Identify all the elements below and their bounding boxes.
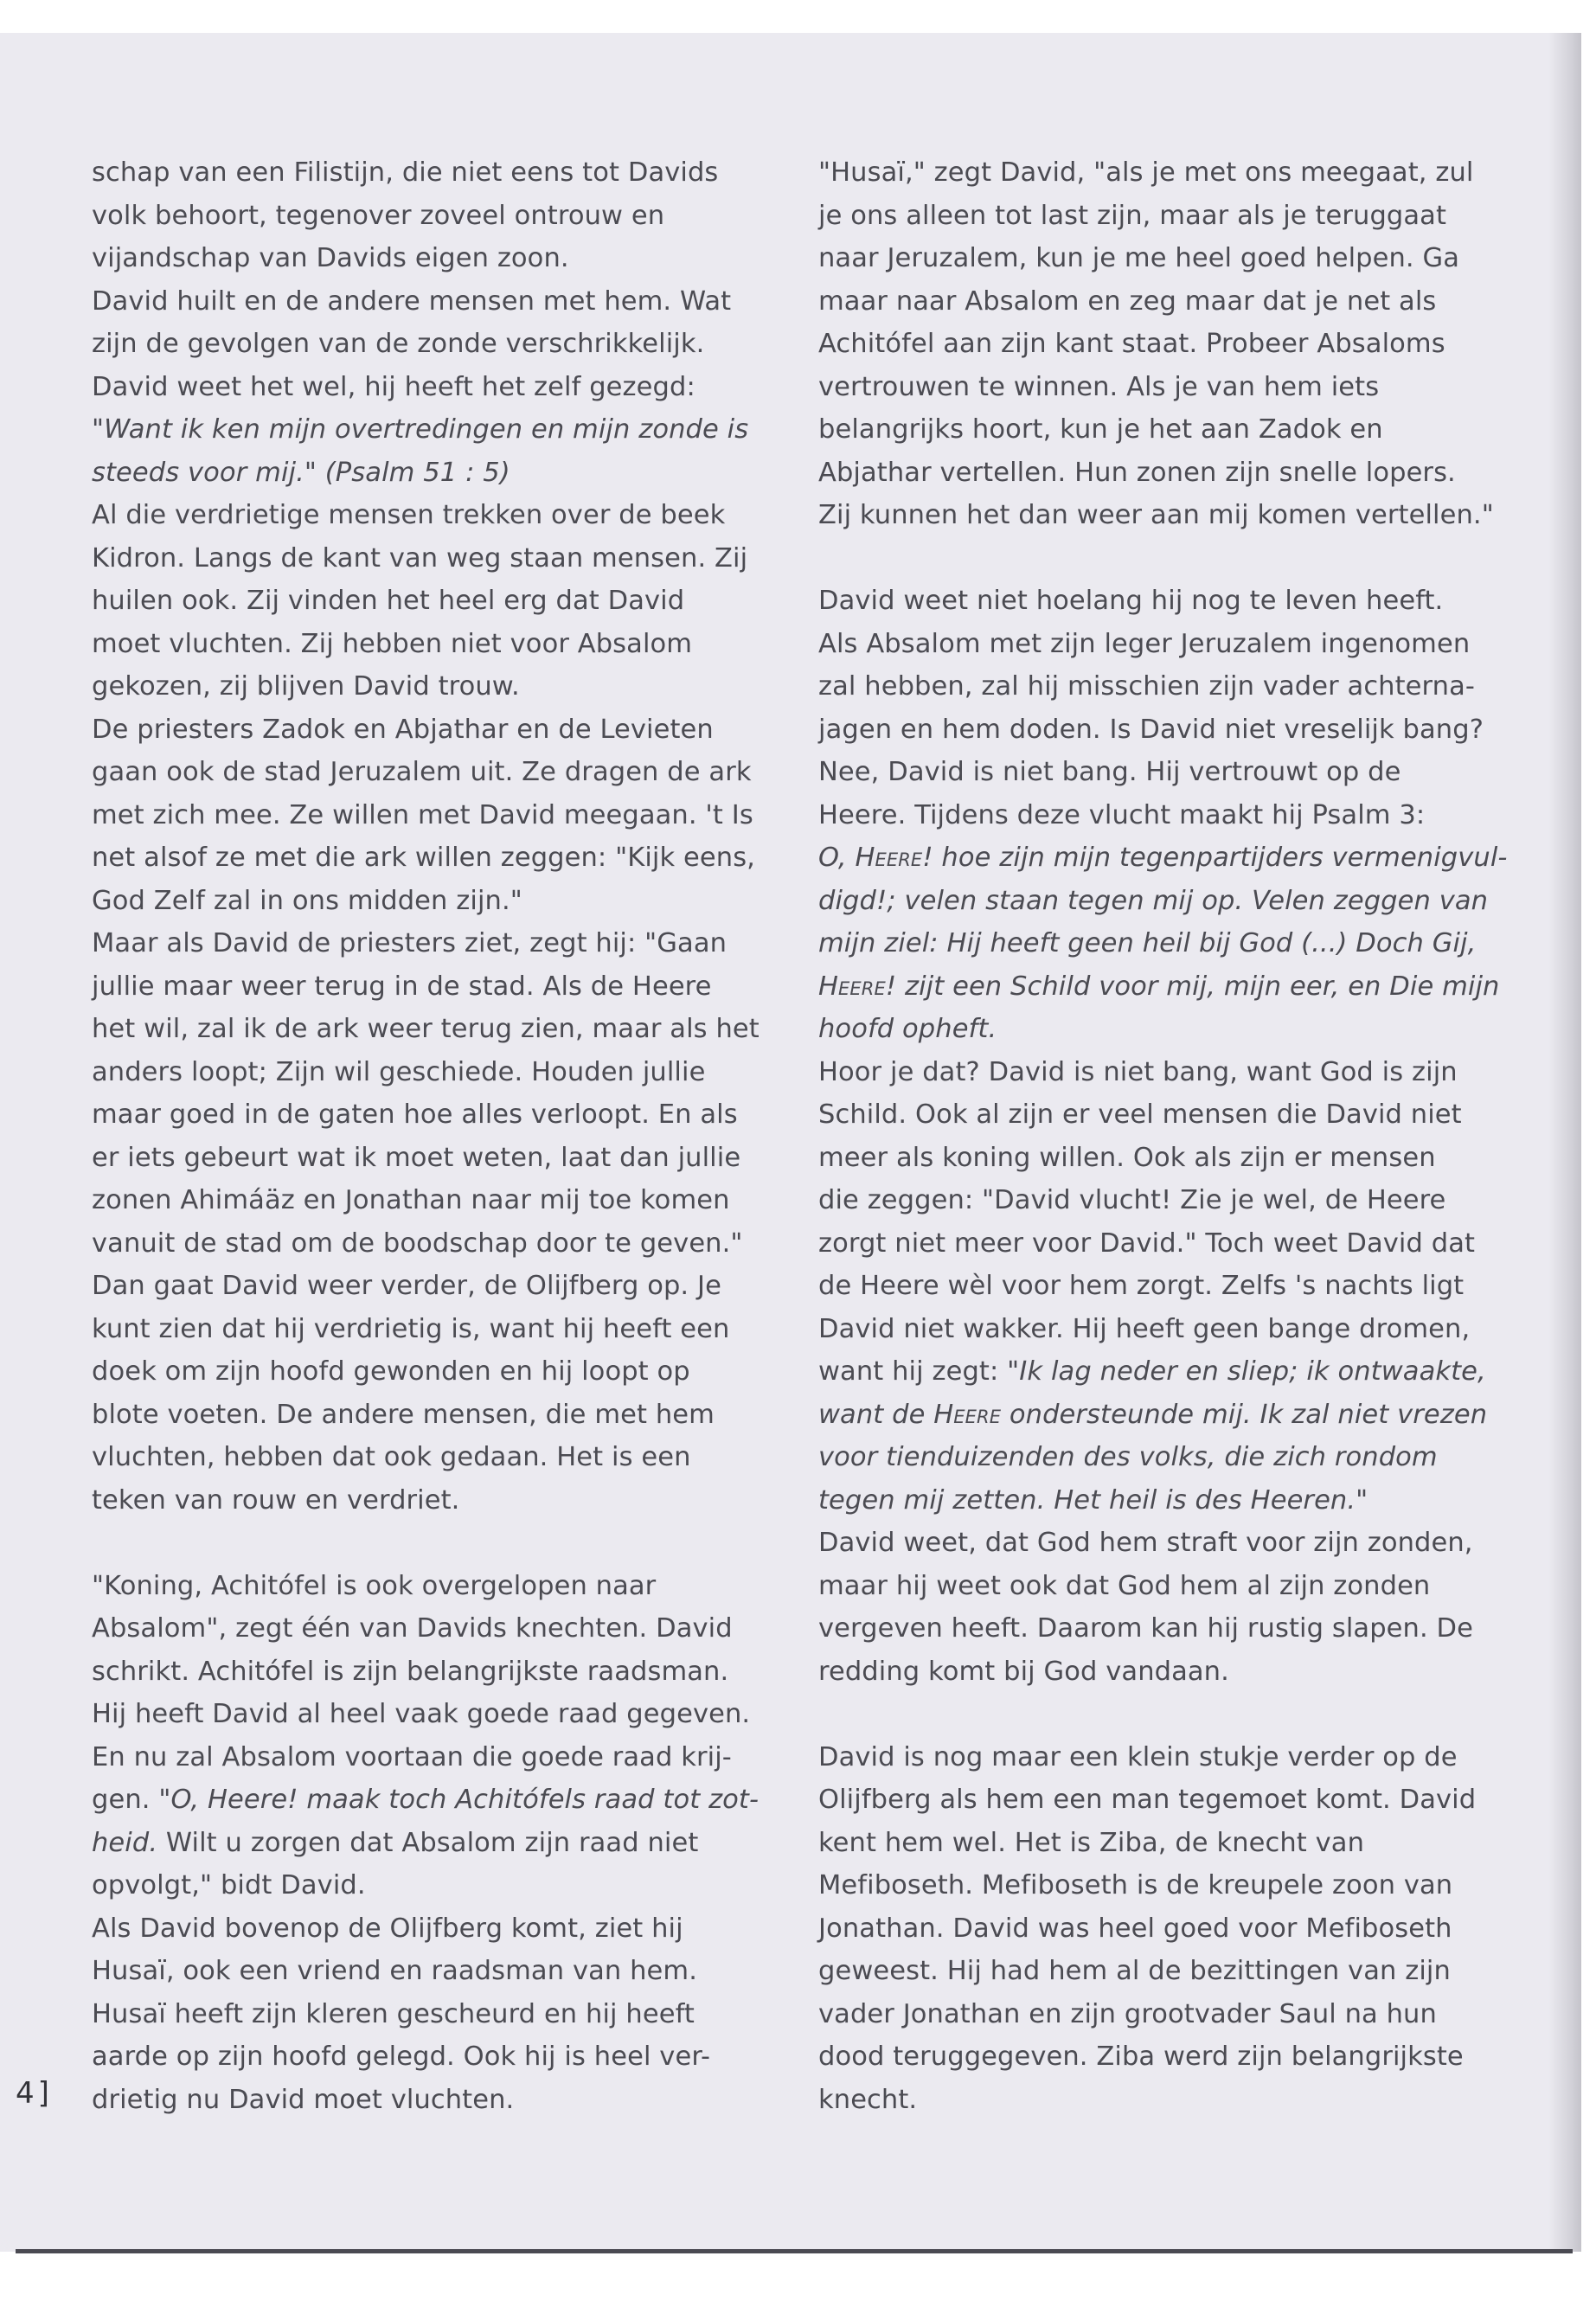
text-run: ondersteunde mij. Ik zal niet vrezen [1001,1399,1488,1430]
text-line [818,1222,1484,1266]
text-line [818,623,1484,666]
text-run: Mefiboseth. Mefiboseth is de kreupele zoon van [818,1870,1453,1900]
text-run: vluchten, hebben dat ook gedaan. Het is een [92,1442,691,1472]
text-run: met zich mee. Ze willen met David meegaan. 't Is [92,799,753,830]
text-line [818,1436,1484,1479]
text-line [818,1864,1484,1907]
text-run: zorgt niet meer voor David." Toch weet David dat [818,1227,1476,1259]
text-line [818,151,1484,195]
text-run: naar Jeruzalem, kun je me heel goed helpen. Ga [818,243,1460,273]
text-line [818,1137,1484,1180]
text-run: David is nog maar een klein stukje verder op de [818,1741,1458,1772]
text-run: net alsof ze met die ark willen zeggen: "Kijk eens, [92,843,755,873]
text-line [92,1222,758,1266]
text-line [818,494,1494,537]
text-run: opvolgt," bidt David. [92,1870,366,1900]
text-line [818,1650,1484,1694]
text-run: knecht. [818,2084,918,2115]
text-line [92,1436,758,1479]
text-run: drietig nu David moet vluchten. [92,2084,515,2115]
text-line [92,1565,758,1608]
text-line [818,708,1484,752]
text-line [92,1137,758,1180]
text-run: David huilt en de andere mensen met hem. Wat [92,285,732,317]
text-run: huilen ook. Zij vinden het heel erg dat David [92,586,685,616]
text-run: teken van rouw en verdriet. [92,1484,460,1516]
text-run: Heere [933,1399,1002,1430]
text-run: Schild. Ook al zijn er veel mensen die David niet [818,1099,1462,1130]
text-line [818,2035,1484,2079]
text-line [92,880,758,923]
text-run: "Want ik ken mijn overtredingen en mijn zonde is [92,414,749,445]
text-run: vanuit de stad om de boodschap door te geven." [92,1227,743,1259]
text-run: ! hoe zijn mijn tegenpartijders vermenigvul- [922,843,1508,873]
text-line [92,408,758,452]
text-run: "Koning, Achitófel is ook overgelopen naar [92,1570,657,1601]
text-run: Heere [855,843,923,873]
text-line [92,1779,758,1822]
text-run: Als David bovenop de Olijfberg komt, ziet hij [92,1913,683,1944]
text-line [92,794,758,837]
text-run: O, [818,843,856,873]
text-run: jagen en hem doden. Is David niet vreselijk bang? [818,714,1484,745]
text-run: Absalom", zegt één van Davids knechten. David [92,1613,733,1644]
text-line [818,280,1484,324]
text-run: tegen mij zetten. Het heil is des Heeren." [818,1484,1368,1516]
text-line [92,1950,758,1993]
text-run: Kidron. Langs de kant van weg staan mensen. Zij [92,542,748,574]
text-line [92,452,758,495]
text-line [818,1008,1484,1051]
text-line [818,195,1484,238]
text-line [818,2079,1484,2122]
text-run: je ons alleen tot last zijn, maar als je teruggaat [818,200,1447,231]
text-run: schrikt. Achitófel is zijn belangrijkste raadsman. [92,1656,729,1687]
text-run: kent hem wel. Het is Ziba, de knecht van [818,1827,1365,1858]
text-run: Husaï, ook een vriend en raadsman van hem. [92,1956,698,1986]
text-run: Al die verdrietige mensen trekken over de beek [92,500,726,530]
text-line [818,452,1484,495]
text-line [92,1051,758,1094]
text-line [92,1093,758,1137]
text-line [92,494,758,537]
text-line [92,323,758,366]
text-line [818,237,1484,280]
text-line [92,2035,758,2079]
text-run: gen. " [92,1785,171,1815]
text-run: heid. [92,1827,158,1858]
text-run: maar goed in de gaten hoe alles verloopt. En als [92,1099,738,1130]
text-line [818,580,1484,623]
text-line [818,794,1484,837]
text-line [818,1051,1484,1094]
text-run: Achitófel aan zijn kant staat. Probeer Absaloms [818,329,1445,359]
text-run: geweest. Hij had hem al de bezittingen van zijn [818,1956,1451,1986]
text-run: Hij heeft David al heel vaak goede raad gegeven. [92,1699,751,1729]
text-run: Abjathar vertellen. Hun zonen zijn snelle lopers. [818,457,1456,488]
text-run: het wil, zal ik de ark weer terug zien, maar als het [92,1014,760,1044]
text-run: want de [818,1399,934,1430]
text-line [818,922,1484,965]
text-line [92,366,758,409]
paragraph-break [818,1693,1484,1736]
text-run: dood teruggegeven. Ziba werd zijn belangrijkste [818,2041,1464,2072]
text-line [818,1565,1484,1608]
text-run: Wilt u zorgen dat Absalom zijn raad niet [157,1827,699,1858]
text-run: voor tienduizenden des volks, die zich rondom [818,1442,1438,1472]
text-run: maar naar Absalom en zeg maar dat je net als [818,285,1437,317]
text-line [92,280,758,324]
text-run: En nu zal Absalom voortaan die goede raad krij- [92,1741,732,1772]
text-line [818,1308,1484,1351]
text-run: vergeven heeft. Daarom kan hij rustig slapen. De [818,1613,1474,1644]
text-run: steeds voor mij." (Psalm 51 : 5) [92,457,510,488]
text-line [92,1179,758,1222]
text-run: "Husaï," zegt David, "als je met ons meegaat, zul [818,157,1474,188]
text-line [92,1822,758,1865]
text-line [92,665,758,708]
text-line [92,237,758,280]
text-run: gaan ook de stad Jeruzalem uit. Ze dragen de ark [92,757,752,787]
text-run: O, Heere! maak toch Achitófels raad tot zot- [170,1785,760,1815]
text-line [818,665,1484,708]
text-line [92,708,758,752]
text-line [92,836,758,880]
text-line [818,1479,1484,1522]
paragraph-break [818,537,1484,580]
text-run: zijn de gevolgen van de zonde verschrikkelijk. [92,329,705,359]
text-line [92,751,758,794]
text-line [818,1179,1484,1222]
text-line [818,1736,1484,1779]
text-run: hoofd opheft. [818,1014,997,1044]
page-gutter-shadow [1548,33,1581,2252]
text-run: doek om zijn hoofd gewonden en hij loopt op [92,1356,690,1387]
text-line [92,1864,758,1907]
text-line [818,1350,1484,1394]
text-line [818,836,1508,880]
text-line [92,1907,758,1951]
text-line [818,408,1484,452]
text-run: zonen Ahimáäz en Jonathan naar mij toe komen [92,1185,730,1215]
text-line [818,965,1500,1009]
text-line [92,1265,758,1308]
paragraph-break [92,1522,758,1565]
text-line [92,1650,758,1694]
text-line [818,880,1489,923]
text-line [818,1394,1488,1437]
text-run: mijn ziel: Hij heeft geen heil bij God (...) Doch Gij, [818,928,1477,958]
text-run: meer als koning willen. Ook als zijn er mensen [818,1142,1436,1173]
text-run: vader Jonathan en zijn grootvader Saul na hun [818,1998,1437,2029]
text-line [818,1822,1484,1865]
text-run: Hoor je dat? David is niet bang, want God is zijn [818,1056,1458,1087]
text-line [92,151,758,195]
page-number: 4] [16,2076,53,2111]
text-run: David weet niet hoelang hij nog te leven heeft. [818,586,1444,616]
text-run: God Zelf zal in ons midden zijn." [92,885,522,916]
text-line [92,1479,758,1522]
text-line [92,195,758,238]
text-line [92,623,758,666]
text-line [92,537,758,580]
text-run: Als Absalom met zijn leger Jeruzalem ingenomen [818,628,1471,659]
text-run: blote voeten. De andere mensen, die met hem [92,1399,715,1430]
text-line [818,751,1484,794]
text-run: gekozen, zij blijven David trouw. [92,671,520,702]
text-run: David weet, dat God hem straft voor zijn zonden, [818,1528,1473,1558]
text-run: Nee, David is niet bang. Hij vertrouwt op de [818,757,1401,787]
text-run: ! zijt een Schild voor mij, mijn eer, en Die mijn [885,971,1500,1002]
text-run: vijandschap van Davids eigen zoon. [92,243,569,273]
text-line [818,1779,1484,1822]
text-line [92,1008,758,1051]
text-line [92,1736,758,1779]
text-run: redding komt bij God vandaan. [818,1656,1229,1687]
bottom-rule [16,2249,1573,2253]
text-line [92,1693,758,1736]
text-run: Heere [818,971,886,1002]
text-line [818,366,1484,409]
text-line [818,323,1484,366]
text-run: want hij zegt: [818,1356,1008,1387]
text-run: David weet het wel, hij heeft het zelf gezegd: [92,371,695,402]
text-run: maar hij weet ook dat God hem al zijn zonden [818,1570,1431,1601]
text-line [92,1308,758,1351]
text-line [818,1093,1484,1137]
text-line [818,1522,1484,1565]
text-run: De priesters Zadok en Abjathar en de Levieten [92,714,714,745]
text-run: volk behoort, tegenover zoveel ontrouw en [92,200,665,231]
text-line [92,1394,758,1437]
text-line [818,1907,1484,1951]
text-run: schap van een Filistijn, die niet eens tot Davids [92,157,719,188]
text-run: belangrijks hoort, kun je het aan Zadok en [818,414,1383,445]
text-line [92,1350,758,1394]
text-run: er iets gebeurt wat ik moet weten, laat dan jullie [92,1142,741,1173]
text-line [92,2079,758,2122]
text-line [818,1950,1484,1993]
text-run: anders loopt; Zijn wil geschiede. Houden jullie [92,1056,706,1087]
text-run: jullie maar weer terug in de stad. Als de Heere [92,971,712,1002]
text-line [92,580,758,623]
text-run: digd!; velen staan tegen mij op. Velen zeggen van [818,885,1489,916]
left-text-column [92,151,758,2121]
text-line [818,1607,1484,1650]
text-run: moet vluchten. Zij hebben niet voor Absalom [92,628,693,659]
text-run: Olijfberg als hem een man tegemoet komt. David [818,1785,1477,1815]
text-run: "Ik lag neder en sliep; ik ontwaakte, [1007,1356,1486,1387]
text-line [92,965,758,1009]
text-run: die zeggen: "David vlucht! Zie je wel, de Heere [818,1185,1446,1215]
text-line [92,1993,758,2036]
text-run: David niet wakker. Hij heeft geen bange dromen, [818,1313,1471,1344]
text-line [92,1607,758,1650]
right-text-column [818,151,1508,2121]
text-run: Dan gaat David weer verder, de Olijfberg op. Je [92,1271,721,1301]
text-run: Heere. Tijdens deze vlucht maakt hij Psalm 3: [818,799,1426,830]
text-run: zal hebben, zal hij misschien zijn vader achterna- [818,671,1475,702]
text-line [92,922,758,965]
text-run: Husaï heeft zijn kleren gescheurd en hij heeft [92,1998,695,2029]
text-run: aarde op zijn hoofd gelegd. Ook hij is heel ver- [92,2041,711,2072]
text-line [818,1993,1484,2036]
text-run: Jonathan. David was heel goed voor Mefiboseth [818,1913,1452,1944]
text-run: de Heere wèl voor hem zorgt. Zelfs 's nachts ligt [818,1271,1465,1301]
text-run: Maar als David de priesters ziet, zegt hij: "Gaan [92,928,727,958]
text-run: vertrouwen te winnen. Als je van hem iets [818,371,1380,402]
text-line [818,1265,1484,1308]
text-run: kunt zien dat hij verdrietig is, want hij heeft een [92,1313,730,1344]
text-run: Zij kunnen het dan weer aan mij komen vertellen." [818,500,1494,530]
